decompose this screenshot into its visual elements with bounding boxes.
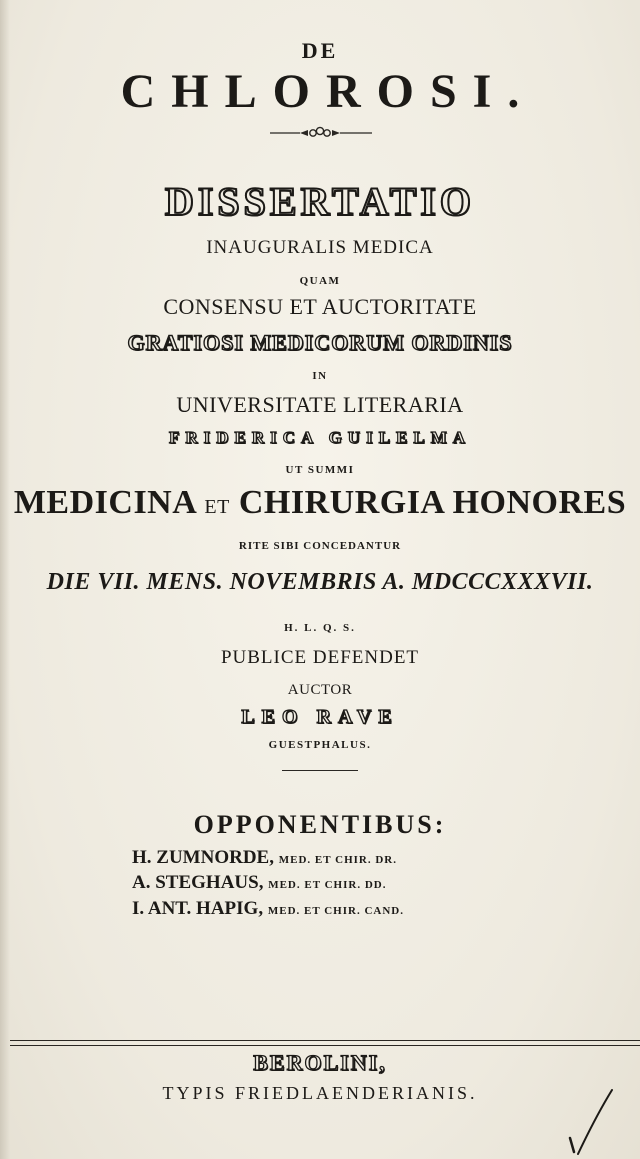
text-chirurgia-honores: CHIRURGIA HONORES bbox=[238, 484, 627, 521]
text-hlqs: H. L. Q. S. bbox=[284, 622, 356, 634]
text-publice-defendet: PUBLICE DEFENDET bbox=[220, 647, 420, 668]
ink-mark-icon bbox=[566, 1086, 616, 1156]
text-consensu: CONSENSU ET AUCTORITATE bbox=[163, 294, 477, 319]
opponent-row bbox=[132, 899, 404, 918]
text-medicina-honores bbox=[0, 486, 640, 520]
opponent-row bbox=[132, 848, 397, 867]
text-in: IN bbox=[312, 370, 328, 382]
opponent-name: H. ZUMNORDE, bbox=[132, 847, 274, 868]
text-ut-summi: UT SUMMI bbox=[285, 464, 355, 476]
opponent-title: MED. ET CHIR. CAND. bbox=[267, 905, 404, 917]
heading-de: DE bbox=[301, 38, 339, 63]
opponent-title: MED. ET CHIR. DR. bbox=[278, 854, 397, 866]
text-date: DIE VII. MENS. NOVEMBRIS A. MDCCCXXXVII. bbox=[46, 569, 594, 595]
short-divider bbox=[282, 770, 358, 771]
heading-dissertatio: DISSERTATIO bbox=[164, 179, 476, 224]
text-quam: QUAM bbox=[299, 275, 341, 287]
opponents-heading: OPPONENTIBUS: bbox=[193, 810, 447, 839]
imprint-divider bbox=[10, 1040, 640, 1046]
imprint-city: BEROLINI, bbox=[253, 1050, 387, 1075]
text-universitate: UNIVERSITATE LITERARIA bbox=[176, 392, 464, 417]
subtitle-inauguralis: INAUGURALIS MEDICA bbox=[206, 237, 434, 258]
opponent-row bbox=[132, 873, 386, 892]
text-friderica-guilelma: FRIDERICA GUILELMA bbox=[168, 428, 472, 447]
text-rite: RITE SIBI CONCEDANTUR bbox=[238, 540, 402, 552]
opponent-title: MED. ET CHIR. DD. bbox=[268, 879, 387, 891]
text-et: ET bbox=[204, 496, 230, 518]
opponent-name: A. STEGHAUS, bbox=[132, 872, 264, 893]
text-gratiosi-ordinis: GRATIOSI MEDICORUM ORDINIS bbox=[127, 330, 513, 355]
text-auctor: AUCTOR bbox=[287, 682, 353, 698]
text-medicina: MEDICINA bbox=[13, 484, 196, 521]
author-name: LEO RAVE bbox=[241, 706, 399, 728]
ornament-divider-icon bbox=[0, 126, 640, 140]
author-origin: GUESTPHALUS. bbox=[268, 739, 372, 751]
imprint-printer: TYPIS FRIEDLAENDERIANIS. bbox=[162, 1083, 478, 1103]
opponent-name: I. ANT. HAPIG, bbox=[132, 898, 264, 919]
heading-chlorosi: CHLOROSI. bbox=[120, 65, 536, 118]
